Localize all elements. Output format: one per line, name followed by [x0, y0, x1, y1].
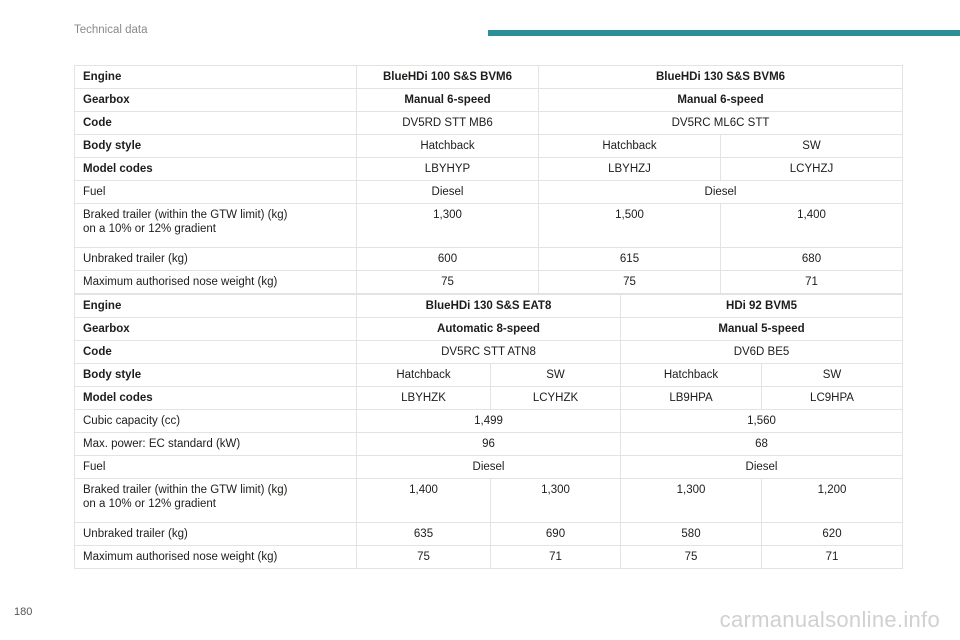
row-label: Gearbox — [75, 318, 357, 341]
table-row — [75, 295, 903, 318]
cell: 96 — [357, 433, 621, 456]
spec-table-1 — [74, 65, 903, 294]
cell: 1,500 — [539, 204, 721, 248]
table-row — [75, 318, 903, 341]
cell: Hatchback — [621, 364, 762, 387]
cell: LCYHZK — [491, 387, 621, 410]
row-label-line: Braked trailer (within the GTW limit) (kg) — [83, 209, 288, 221]
row-label: Maximum authorised nose weight (kg) — [75, 271, 357, 294]
row-label: Unbraked trailer (kg) — [75, 248, 357, 271]
cell: DV5RD STT MB6 — [357, 112, 539, 135]
table-row — [75, 479, 903, 523]
cell: 1,400 — [721, 204, 903, 248]
cell: 71 — [762, 546, 903, 569]
cell: LBYHZJ — [539, 158, 721, 181]
cell: 580 — [621, 523, 762, 546]
cell: LB9HPA — [621, 387, 762, 410]
cell: 75 — [357, 546, 491, 569]
table-row — [75, 410, 903, 433]
row-label-line: on a 10% or 12% gradient — [83, 498, 216, 510]
row-label: Body style — [75, 364, 357, 387]
cell: Diesel — [539, 181, 903, 204]
row-label: Code — [75, 341, 357, 364]
cell: 1,200 — [762, 479, 903, 523]
cell: 1,400 — [357, 479, 491, 523]
cell: BlueHDi 130 S&S BVM6 — [539, 66, 903, 89]
cell: 75 — [357, 271, 539, 294]
cell: Diesel — [357, 181, 539, 204]
row-label: Body style — [75, 135, 357, 158]
row-label: Max. power: EC standard (kW) — [75, 433, 357, 456]
cell: 71 — [491, 546, 621, 569]
cell: 68 — [621, 433, 903, 456]
cell: LC9HPA — [762, 387, 903, 410]
cell: 680 — [721, 248, 903, 271]
row-label: Model codes — [75, 387, 357, 410]
row-label: Model codes — [75, 158, 357, 181]
cell: Diesel — [621, 456, 903, 479]
row-label: Cubic capacity (cc) — [75, 410, 357, 433]
cell: 600 — [357, 248, 539, 271]
cell: Manual 6-speed — [357, 89, 539, 112]
table-row — [75, 271, 903, 294]
row-label — [75, 479, 357, 523]
row-label: Engine — [75, 295, 357, 318]
table-row — [75, 158, 903, 181]
cell: 690 — [491, 523, 621, 546]
row-label-line: Braked trailer (within the GTW limit) (kg) — [83, 484, 288, 496]
table-row — [75, 89, 903, 112]
cell: SW — [762, 364, 903, 387]
spec-table-2 — [74, 294, 903, 569]
row-label-line: on a 10% or 12% gradient — [83, 223, 216, 235]
cell: Manual 6-speed — [539, 89, 903, 112]
cell: 75 — [621, 546, 762, 569]
cell: 620 — [762, 523, 903, 546]
cell: DV5RC ML6C STT — [539, 112, 903, 135]
row-label: Unbraked trailer (kg) — [75, 523, 357, 546]
cell: DV5RC STT ATN8 — [357, 341, 621, 364]
cell: 615 — [539, 248, 721, 271]
cell: DV6D BE5 — [621, 341, 903, 364]
cell: HDi 92 BVM5 — [621, 295, 903, 318]
cell: Diesel — [357, 456, 621, 479]
table-row — [75, 523, 903, 546]
table-row — [75, 66, 903, 89]
cell: LBYHZK — [357, 387, 491, 410]
header-accent-bar — [488, 30, 960, 36]
table-row — [75, 364, 903, 387]
cell: LCYHZJ — [721, 158, 903, 181]
row-label: Fuel — [75, 181, 357, 204]
table-row — [75, 341, 903, 364]
row-label: Code — [75, 112, 357, 135]
table-row — [75, 387, 903, 410]
cell: SW — [721, 135, 903, 158]
cell: 71 — [721, 271, 903, 294]
page-number: 180 — [14, 606, 33, 618]
table-row — [75, 546, 903, 569]
table-row — [75, 433, 903, 456]
cell: BlueHDi 100 S&S BVM6 — [357, 66, 539, 89]
table-row — [75, 181, 903, 204]
cell: 1,499 — [357, 410, 621, 433]
cell: Hatchback — [539, 135, 721, 158]
row-label: Maximum authorised nose weight (kg) — [75, 546, 357, 569]
cell: 1,560 — [621, 410, 903, 433]
cell: 1,300 — [491, 479, 621, 523]
row-label: Fuel — [75, 456, 357, 479]
cell: Hatchback — [357, 364, 491, 387]
table-row — [75, 456, 903, 479]
row-label: Engine — [75, 66, 357, 89]
cell: BlueHDi 130 S&S EAT8 — [357, 295, 621, 318]
cell: Manual 5-speed — [621, 318, 903, 341]
watermark: carmanualsonline.info — [719, 607, 940, 632]
cell: Hatchback — [357, 135, 539, 158]
cell: LBYHYP — [357, 158, 539, 181]
cell: 75 — [539, 271, 721, 294]
table-row — [75, 204, 903, 248]
cell: Automatic 8-speed — [357, 318, 621, 341]
cell: 1,300 — [621, 479, 762, 523]
cell: SW — [491, 364, 621, 387]
row-label — [75, 204, 357, 248]
cell: 1,300 — [357, 204, 539, 248]
cell: 635 — [357, 523, 491, 546]
table-row — [75, 135, 903, 158]
row-label: Gearbox — [75, 89, 357, 112]
section-title: Technical data — [74, 24, 148, 36]
table-row — [75, 112, 903, 135]
table-row — [75, 248, 903, 271]
